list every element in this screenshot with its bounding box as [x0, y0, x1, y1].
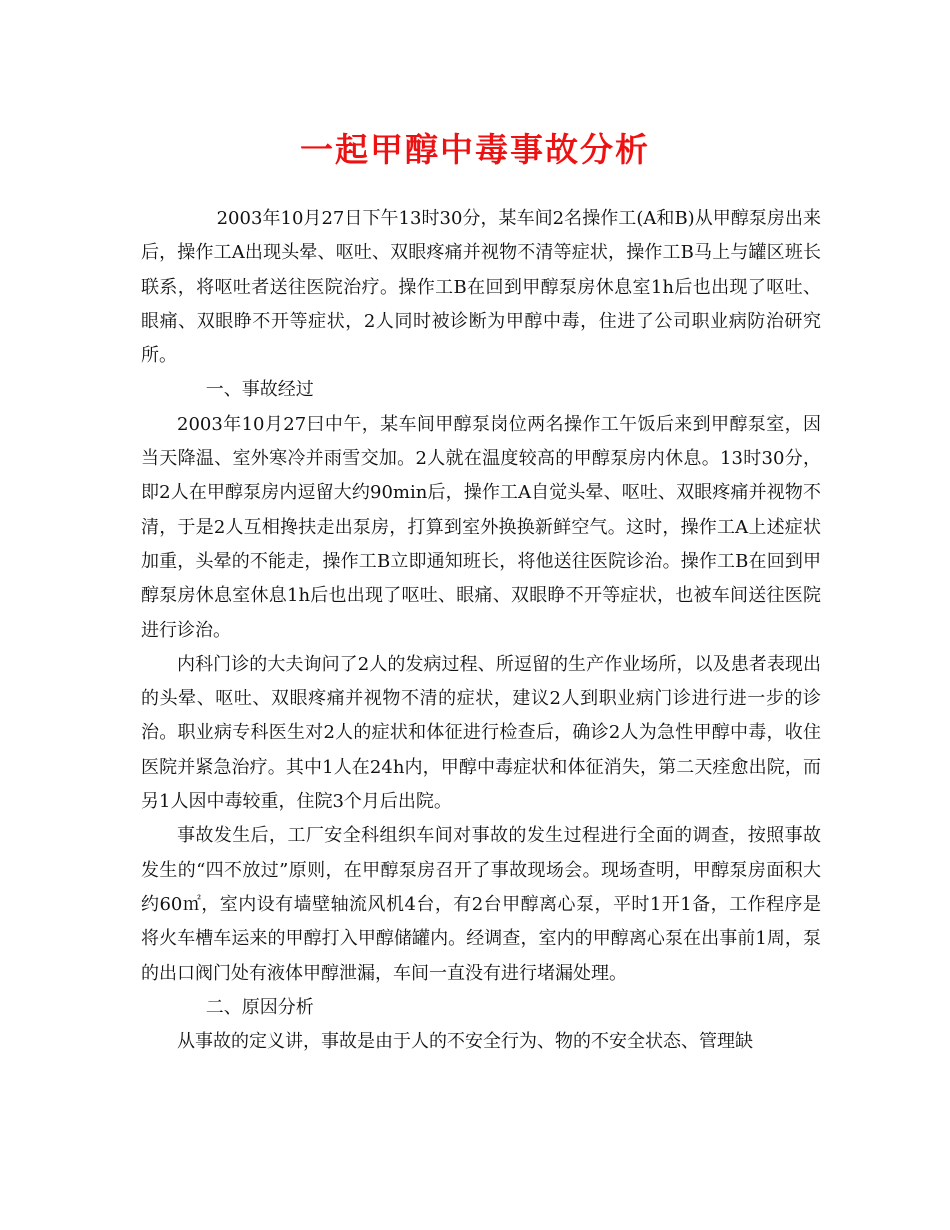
- body-paragraph: 从事故的定义讲，事故是由于人的不安全行为、物的不安全状态、管理缺: [177, 1031, 753, 1053]
- intro-paragraph: 2003年10月27日下午13时30分，某车间2名操作工(A和B)从甲醇泵房出来后，操作工A出现头晕、呕吐、双眼疼痛并视物不清等症状，操作工B马上与罐区班长联系，将呕吐者送往医院治疗。操作工B在回到甲醇泵房休息室1h后也出现了呕吐、眼痛、双眼睁不开等症状，2人同时被诊断为甲醇中毒，住进了公司职业病防治研究所。: [141, 208, 821, 367]
- section-heading-cause-analysis: 二、原因分析: [205, 996, 314, 1018]
- body-paragraph: 事故发生后，工厂安全科组织车间对事故的发生过程进行全面的调查，按照事故发生的“四不放过”原则，在甲醇泵房召开了事故现场会。现场查明，甲醇泵房面积大约60㎡，室内设有墙壁轴流风机4台，有2台甲醇离心泵，平时1开1备，工作程序是将火车槽车运来的甲醇打入甲醇储罐内。经调查，室内的甲醇离心泵在出事前1周，泵的出口阀门处有液体甲醇泄漏，车间一直没有进行堵漏处理。: [141, 825, 821, 984]
- body-paragraph: 内科门诊的大夫询问了2人的发病过程、所逗留的生产作业场所，以及患者表现出的头晕、呕吐、双眼疼痛并视物不清的症状，建议2人到职业病门诊进行进一步的诊治。职业病专科医生对2人的症状和体征进行检查后，确诊2人为急性甲醇中毒，收住医院并紧急治疗。其中1人在24h内，甲醇中毒症状和体征消失，第二天痊愈出院，而另1人因中毒较重，住院3个月后出院。: [141, 653, 821, 813]
- section-heading-accident-process: 一、事故经过: [205, 379, 314, 401]
- body-paragraph: 2003年10月27曰中午，某车间甲醇泵岗位两名操作工午饭后来到甲醇泵室，因当天降温、室外寒冷并雨雪交加。2人就在温度较高的甲醇泵房内休息。13时30分，即2人在甲醇泵房内逗留大约90min后，操作工A自觉头晕、呕吐、双眼疼痛并视物不清，于是2人互相搀扶走出泵房，打算到室外换换新鲜空气。这时，操作工A上述症状加重，头晕的不能走，操作工B立即通知班长，将他送往医院诊治。操作工B在回到甲醇泵房休息室休息1h后也出现了呕吐、眼痛、双眼睁不开等症状，也被车间送往医院进行诊治。: [141, 413, 821, 641]
- document-body: [141, 202, 821, 1059]
- document-title: 一起甲醇中毒事故分析: [300, 130, 650, 169]
